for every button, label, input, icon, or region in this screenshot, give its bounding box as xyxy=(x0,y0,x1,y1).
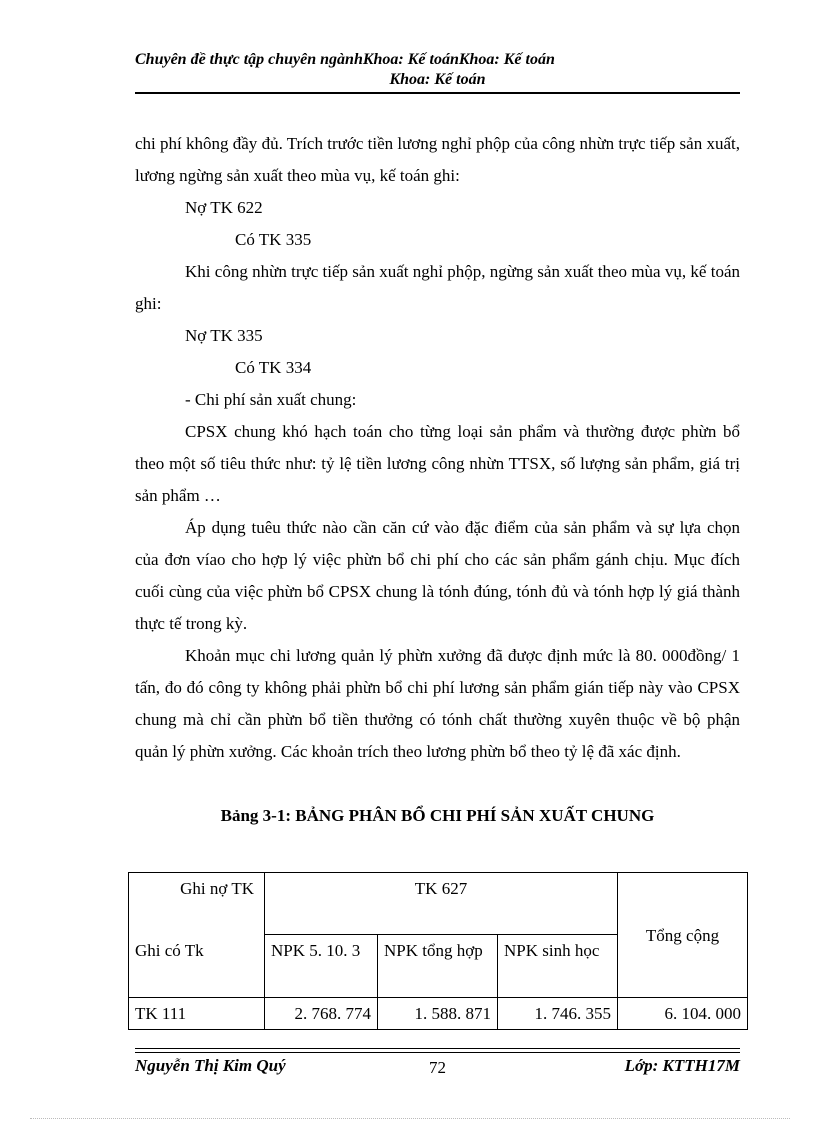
value-cell: 1. 588. 871 xyxy=(378,998,498,1030)
entry-debit: Nợ TK 622 xyxy=(185,198,263,217)
entry-credit: Có TK 334 xyxy=(235,358,312,377)
account-cell: TK 111 xyxy=(129,998,265,1030)
value-cell: 2. 768. 774 xyxy=(265,998,378,1030)
corner-debit-label: Ghi nợ TK xyxy=(180,879,254,898)
author-name: Nguyễn Thị Kim Quý xyxy=(135,1056,286,1075)
column-header: NPK tổng hợp xyxy=(378,935,498,998)
entry-credit: Có TK 335 xyxy=(235,230,312,249)
body-text xyxy=(135,128,740,768)
paragraph: Áp dụng tuêu thức nào cần căn cứ vào đặc điểm của sản phẩm và sự lựa chọn của đơn víao cho hợp lý việc phừn bổ chi phí cho các sản phẩm gánh chịu. Mục đích cuối cùng của việc phừn bổ CPSX chung là tónh đúng, tónh đủ và tónh hợp lý giá thành thực tế trong kỳ. xyxy=(135,518,740,633)
table-row xyxy=(129,998,748,1030)
header-subtitle: Khoa: Kế toán xyxy=(389,71,486,88)
page-edge xyxy=(30,1118,790,1119)
column-header: NPK sinh học xyxy=(498,935,618,998)
value-cell: 1. 746. 355 xyxy=(498,998,618,1030)
class-label: Lớp: KTTH17M xyxy=(624,1056,740,1075)
paragraph: Khoản mục chi lương quản lý phừn xưởng đã được định mức là 80. 000đồng/ 1 tấn, đo đó công ty không phải phừn bổ chi phí lương sản phẩm gián tiếp này vào CPSX chung mà chỉ cần phừn bổ tiền thưởng có tónh chất thường xuyên thuộc về bộ phận quản lý phừn xưởng. Các khoản trích theo lương phừn bổ theo tỷ lệ đã xác định. xyxy=(135,646,740,761)
header-divider xyxy=(135,92,740,94)
header-title: Chuyên đề thực tập chuyên ngànhKhoa: Kế toánKhoa: Kế toán xyxy=(135,51,555,68)
total-header: Tổng cộng xyxy=(618,873,748,998)
section-heading: - Chi phí sản xuất chung: xyxy=(185,390,357,409)
page-header xyxy=(135,50,740,90)
table-corner-cell xyxy=(129,873,265,998)
footer-divider xyxy=(135,1052,740,1053)
group-header: TK 627 xyxy=(265,873,618,935)
entry-debit: Nợ TK 335 xyxy=(185,326,263,345)
paragraph: CPSX chung khó hạch toán cho từng loại sản phẩm và thường được phừn bổ theo một số tiêu thức như: tỷ lệ tiền lương công nhừn TTSX, số lượng sản phẩm, giá trị sản phẩm … xyxy=(135,422,740,505)
page-number: 72 xyxy=(429,1058,446,1077)
total-cell: 6. 104. 000 xyxy=(618,998,748,1030)
paragraph: Khi công nhừn trực tiếp sản xuất nghỉ phộp, ngừng sản xuất theo mùa vụ, kế toán ghi: xyxy=(135,262,740,313)
corner-credit-label: Ghi có Tk xyxy=(135,941,204,960)
table-caption: Bảng 3-1: BẢNG PHÂN BỔ CHI PHÍ SẢN XUẤT CHUNG xyxy=(220,806,655,825)
allocation-table xyxy=(128,872,748,1030)
paragraph: chi phí không đầy đủ. Trích trước tiền lương nghỉ phộp của công nhừn trực tiếp sản xuất, lương ngừng sản xuất theo mùa vụ, kế toán ghi: xyxy=(135,134,740,185)
column-header: NPK 5. 10. 3 xyxy=(265,935,378,998)
footer-divider xyxy=(135,1048,740,1049)
